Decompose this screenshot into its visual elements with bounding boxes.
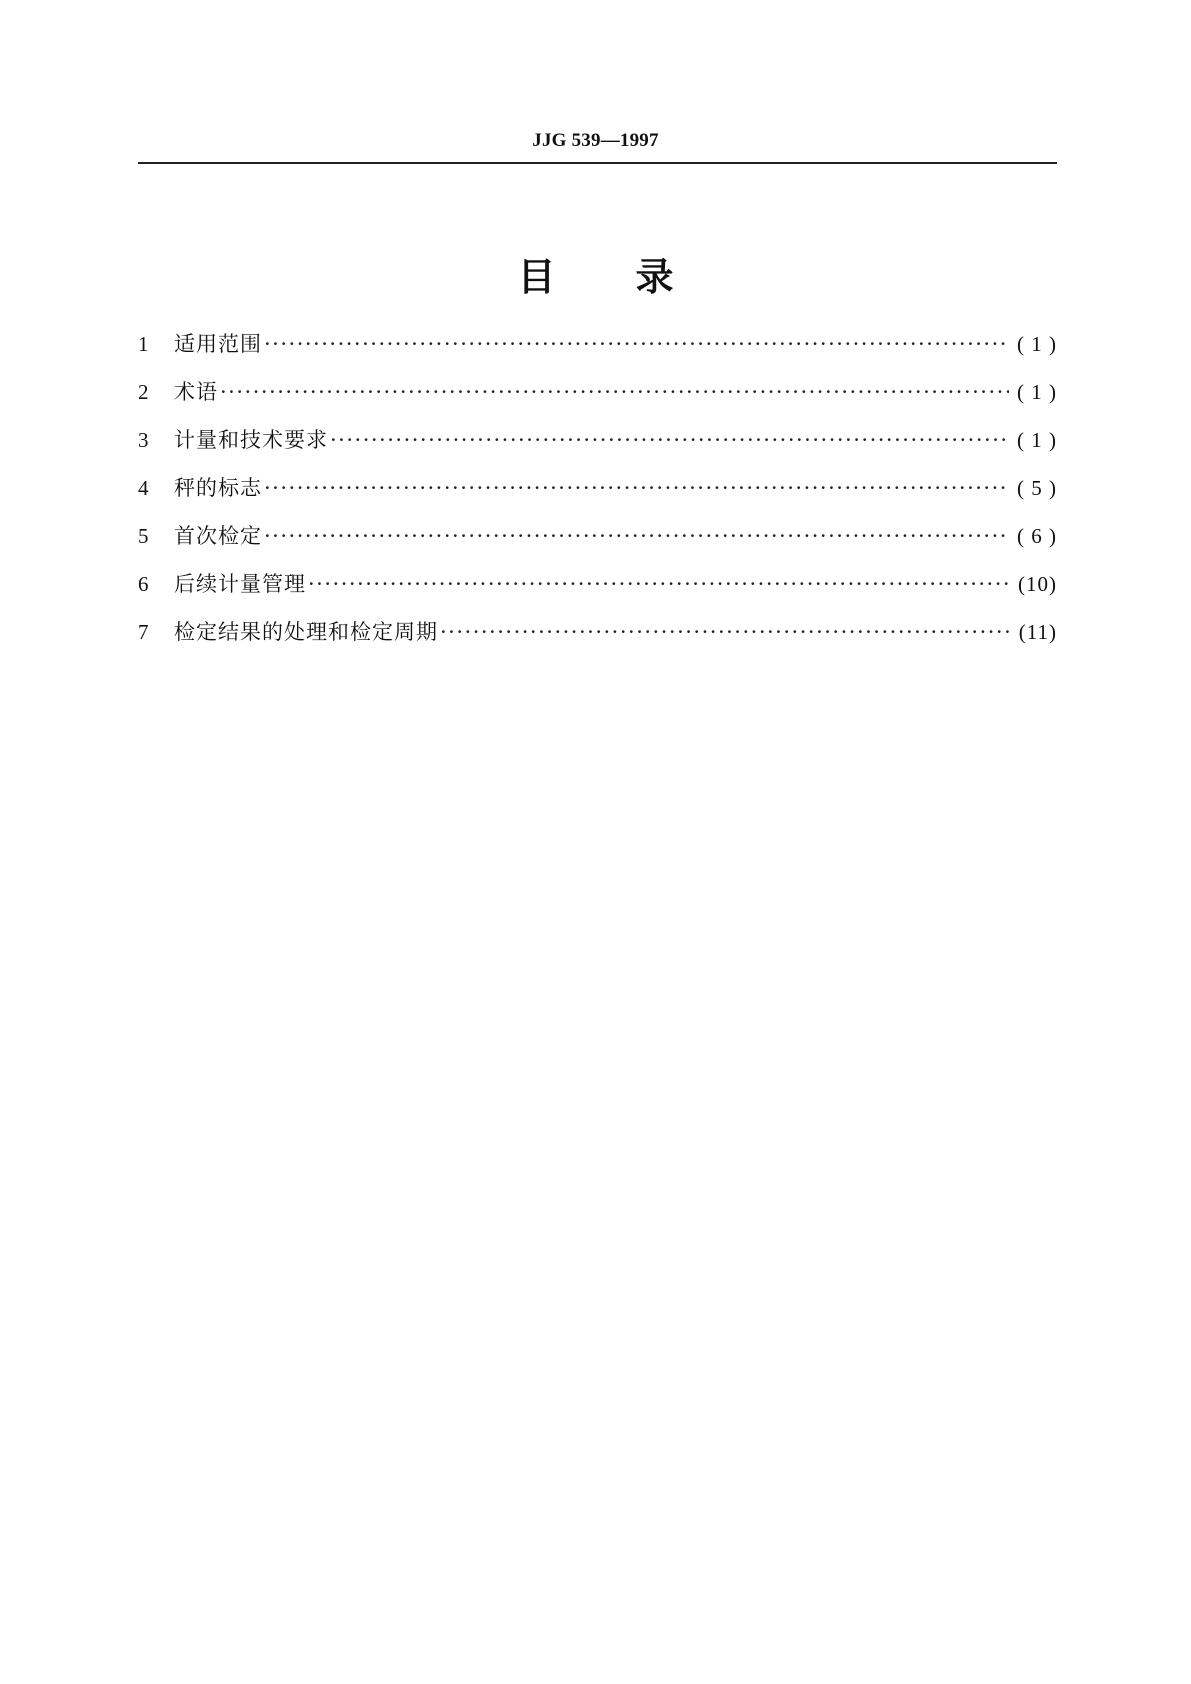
toc-dot-leader — [264, 476, 1009, 500]
toc-dot-leader — [264, 332, 1009, 356]
toc-entry-5[interactable] — [138, 520, 1057, 568]
toc-entry-page: ( 1 ) — [1017, 332, 1057, 356]
toc-dot-leader — [308, 572, 1009, 596]
toc-title — [0, 246, 1191, 301]
toc-entry-1[interactable] — [138, 328, 1057, 376]
toc-entry-label: 计量和技术要求 — [174, 428, 328, 452]
header-divider — [138, 162, 1057, 164]
toc-title-char-2: 录 — [635, 255, 674, 299]
toc-entry-label: 适用范围 — [174, 332, 262, 356]
toc-dot-leader — [330, 428, 1009, 452]
toc-entry-number: 6 — [138, 572, 149, 596]
toc-entry-7[interactable] — [138, 616, 1057, 664]
table-of-contents — [138, 328, 1057, 664]
toc-entry-page: ( 1 ) — [1017, 380, 1057, 404]
toc-entry-label: 秤的标志 — [174, 476, 262, 500]
toc-dot-leader — [440, 620, 1009, 644]
toc-title-char-1: 目 — [517, 255, 556, 299]
toc-entry-2[interactable] — [138, 376, 1057, 424]
toc-entry-3[interactable] — [138, 424, 1057, 472]
toc-entry-label: 后续计量管理 — [174, 572, 306, 596]
toc-entry-number: 7 — [138, 620, 149, 644]
toc-dot-leader — [264, 524, 1009, 548]
toc-entry-number: 4 — [138, 476, 149, 500]
toc-entry-number: 5 — [138, 524, 149, 548]
toc-dot-leader — [220, 380, 1009, 404]
toc-entry-number: 3 — [138, 428, 149, 452]
toc-entry-6[interactable] — [138, 568, 1057, 616]
toc-entry-label: 术语 — [174, 380, 218, 404]
toc-entry-page: ( 1 ) — [1017, 428, 1057, 452]
toc-entry-number: 2 — [138, 380, 149, 404]
toc-entry-4[interactable] — [138, 472, 1057, 520]
toc-entry-page: ( 6 ) — [1017, 524, 1057, 548]
toc-entry-number: 1 — [138, 332, 149, 356]
toc-entry-page: (11) — [1018, 620, 1057, 644]
toc-entry-label: 检定结果的处理和检定周期 — [174, 620, 438, 644]
toc-entry-page: (10) — [1018, 572, 1057, 596]
document-code-header: JJG 539—1997 — [532, 130, 659, 151]
toc-entry-page: ( 5 ) — [1017, 476, 1057, 500]
toc-entry-label: 首次检定 — [174, 524, 262, 548]
